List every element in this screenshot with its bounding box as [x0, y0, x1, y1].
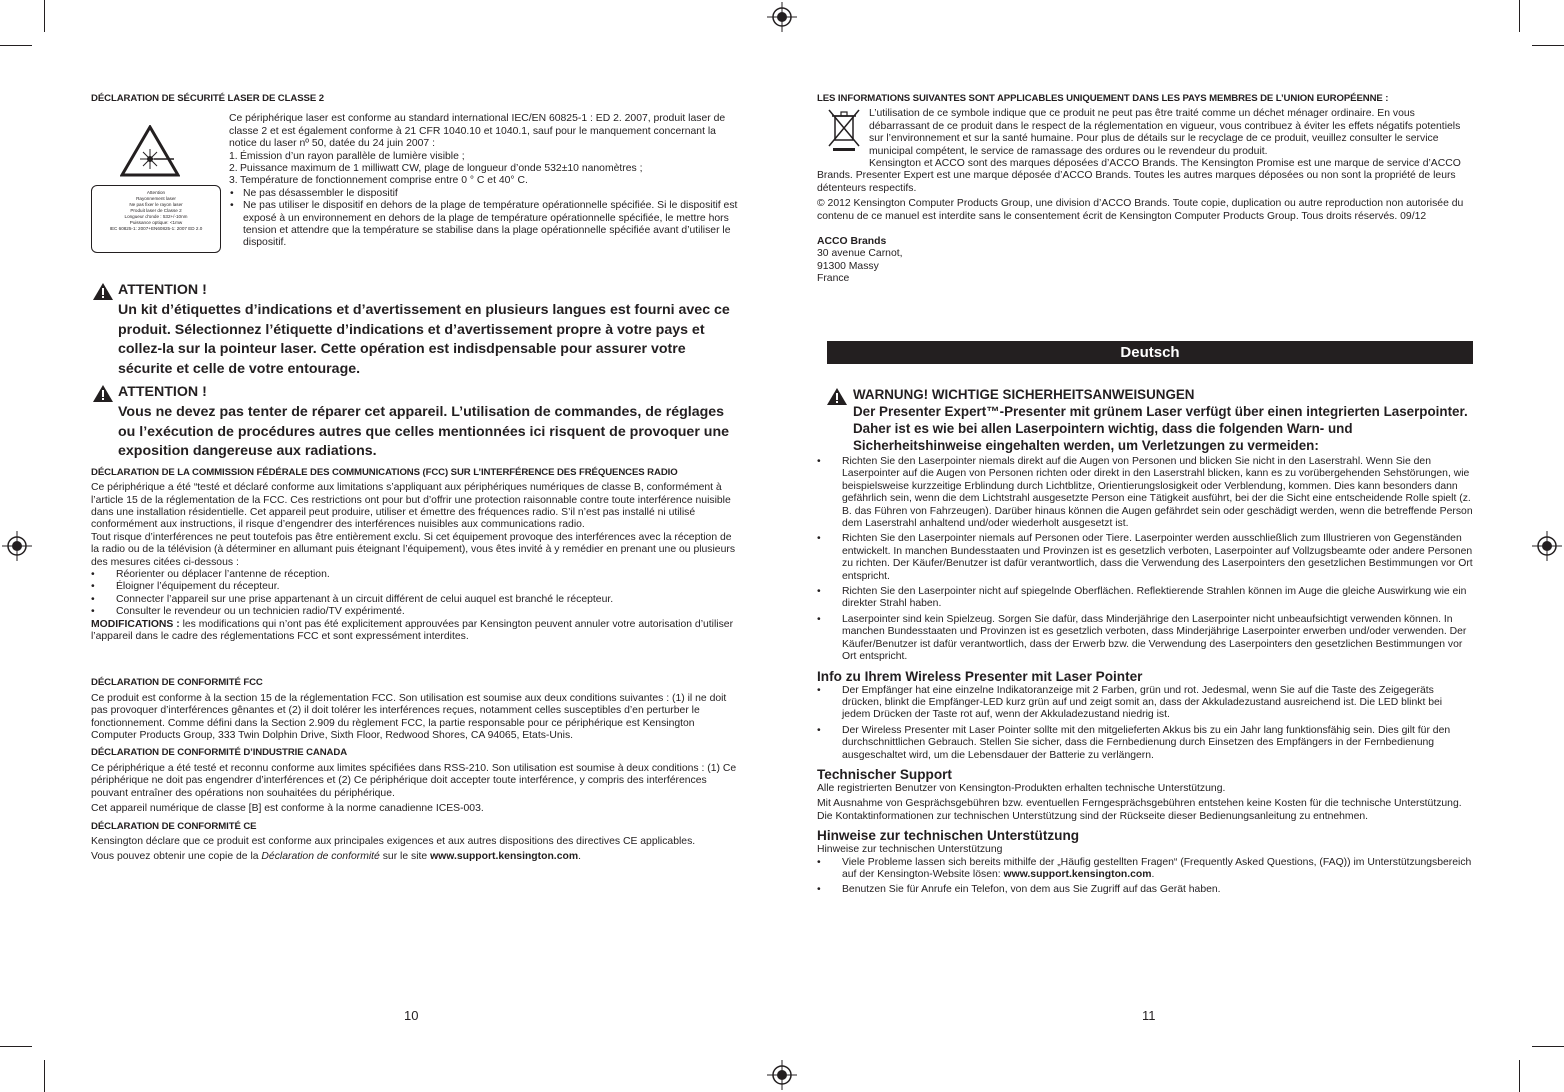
warning-icon	[93, 385, 113, 402]
list-item: • Ne pas désassembler le dispositif	[229, 188, 741, 200]
label-line: Puissance optique: <1mw	[129, 220, 183, 226]
list-item: • Richten Sie den Laserpointer niemals direkt auf die Augen von Personen und blicken Sie nicht in den Laserstrahl. Wenn Sie den Laserpointer auf die Augen von Personen richten oder direkt in den Laserstrahl blicken, kann es zu vorübergehenden Sehstörungen, wie beispielsweise kurzzeitige Erblindung durch Lichtblitze, Orientierungslosigkeit oder Verblendung, kommen. Dies kann besonders dann gefährlich sein, wenn die dem Lichtstrahl ausgesetzte Person eine Tätigkeit ausführt, bei der die Sicht eine entscheidende Rolle spielt (z. B. das Führen von Fahrzeugen). Darüber hinaus können die Augen gefährdet sein oder geschädigt werden, wenn die betreffende Person dem Laserstrahl anhaltend und/oder wiederholt ausgesetzt ist.	[817, 456, 1473, 530]
warning-text: Der Presenter Expert™-Presenter mit grünem Laser verfügt über einen integrierten Laserpointer. Daher ist es wie bei allen Laserpointern wichtig, dass die folgenden Warn- und Sicherheitshinweise eingehalten werden, um Verletzungen zu vermeiden:	[853, 404, 1468, 453]
hints-bullets	[817, 857, 1473, 897]
crop-mark	[44, 1060, 45, 1092]
laser-warning-icon	[120, 125, 180, 177]
list-item: • Laserpointer sind kein Spielzeug. Sorgen Sie dafür, dass Minderjährige den Laserpointer nicht unbeaufsichtigt verwenden können. In manchen Bundesstaaten und Provinzen ist es gesetzlich verboten, dass Minderjährige Laserpointer erwerben und/oder verwenden. Der Käufer/Benutzer ist dafür verantwortlich, dass der Erwerb bzw. die Verwendung des Laserpointers den gesetzlichen Bestimmungen vor Ort entspricht.	[817, 614, 1473, 664]
address-city: 91300 Massy	[817, 260, 879, 272]
list-item: • Benutzen Sie für Anrufe ein Telefon, von dem aus Sie Zugriff auf das Gerät haben.	[817, 884, 1473, 896]
eu-text: L’utilisation de ce symbole indique que ce produit ne peut pas être traité comme un déchet ménager ordinaire. En vous débarrassant de ce produit dans le respect de la réglementation en vigueur, vous contribuez à éviter les effets négatifs potentiels sur l’environnement et sur la santé humaine. Pour plus de détails sur le recyclage de ce produit, veuillez consulter le service municipal compétent, le service de ramassage des ordures ou le revendeur du produit.	[869, 108, 1461, 157]
support-paragraph: Die Kontaktinformationen zur technischen Unterstützung sind der Rückseite dieser Bedienungsanleitung zu entnehmen.	[817, 810, 1369, 822]
list-item: • Réorienter ou déplacer l’antenne de réception.	[91, 569, 741, 581]
info-heading: Info zu Ihrem Wireless Presenter mit Laser Pointer	[817, 668, 1143, 684]
trademark-text: Kensington et ACCO sont des marques déposées d’ACCO Brands. The Kensington Promise est une marque de service d’ACCO Brands. Presenter Expert est une marque déposée d’ACCO Brands. Toutes les autres marques déposées ou non sont la propriété de leurs détenteurs respectifs.	[817, 158, 1461, 194]
attention-title: ATTENTION !	[118, 384, 207, 401]
ce-copy-text: Vous pouvez obtenir une copie de la	[91, 851, 262, 863]
hint-text: Viele Probleme lassen sich bereits mithilfe der „Häufig gestellten Fragen“ (Frequently Asked Questions, (FAQ)) im Unterstützungsbereich auf der Kensington-Website lösen:	[842, 856, 1472, 880]
list-text: Émission d’un rayon parallèle de lumière visible ;	[240, 150, 465, 162]
info-bullets	[817, 685, 1473, 762]
attention-title: ATTENTION !	[118, 282, 207, 299]
right-page-top	[817, 93, 1473, 286]
attention-block-2	[91, 383, 741, 461]
list-number: 3.	[229, 175, 238, 187]
list-text: Température de fonctionnement comprise entre 0 ° C et 40° C.	[240, 175, 528, 187]
crop-mark	[1532, 1046, 1564, 1047]
list-item	[229, 151, 741, 163]
ce-text: Kensington déclare que ce produit est conforme aux principales exigences et aux autres dispositions des directives CE applicables.	[91, 835, 696, 847]
list-item: • Connecter l’appareil sur une prise appartenant à un circuit différent de celui auquel est branché le récepteur.	[91, 594, 741, 606]
language-banner: Deutsch	[827, 341, 1473, 364]
ic-heading: DÉCLARATION DE CONFORMITÉ D’INDUSTRIE CANADA	[91, 747, 348, 759]
list-item	[229, 175, 741, 187]
list-item: • Der Wireless Presenter mit Laser Pointer sollte mit den mitgelieferten Akkus bis zu ein Jahr lang funktionsfähig sein. Dies gilt für den durchschnittlichen Gebrauch. Stellen Sie sicher, dass die Fernbedienung durch Einsetzen des Empfängers in der Fernbedienung ausgeschaltet wird, um die Lebensdauer der Batterie zu verlängern.	[817, 725, 1473, 762]
ce-declaration-title: Déclaration de conformité	[261, 851, 380, 863]
list-item: • Consulter le revendeur ou un technicien radio/TV expérimenté.	[91, 606, 741, 618]
right-page-german	[817, 386, 1473, 897]
fcc-conformity-text: Ce produit est conforme à la section 15 de la réglementation FCC. Son utilisation est soumise aux deux conditions suivantes : (1) il ne doit pas provoquer d’interférences gênantes et (2) il doit tolérer les interférences reçues, notamment celles susceptibles d’en perturber le fonctionnement. Comme défini dans la Section 2.909 du règlement FCC, la partie responsable pour ce périphérique est Kensington Computer Products Group, 333 Twin Dolphin Drive, Sixth Floor, Redwood Shores, CA 94065, Etats-Unis.	[91, 692, 727, 742]
list-number: 1.	[229, 150, 238, 162]
support-paragraph: Mit Ausnahme von Gesprächsgebühren bzw. eventuellen Ferngesprächsgebühren entstehen keine Kosten für die technische Unterstützung.	[817, 798, 1462, 810]
warning-icon	[93, 283, 113, 300]
registration-mark-icon	[1532, 531, 1562, 561]
page-number-right: 11	[1142, 1008, 1156, 1023]
laser-safety-heading: DÉCLARATION DE SÉCURITÉ LASER DE CLASSE 2	[91, 93, 324, 104]
modifications-paragraph	[91, 619, 741, 644]
support-website-link[interactable]: www.support.kensington.com	[1003, 868, 1152, 880]
fcc-bullets	[91, 569, 741, 619]
modifications-text: les modifications qui n’ont pas été explicitement approuvées par Kensington peuvent annuler votre autorisation d’utiliser l’appareil dans le cadre des réglementations FCC et sont expressément interdites.	[91, 618, 734, 643]
hints-subheading: Hinweise zur technischen Unterstützung	[817, 844, 1003, 856]
list-text: Puissance maximum de 1 milliwatt CW, plage de longueur d’onde 532±10 nanomètres ;	[240, 163, 643, 175]
laser-bullets	[229, 188, 741, 250]
list-item	[817, 857, 1473, 882]
attention-text: Vous ne devez pas tenter de réparer cet appareil. L’utilisation de commandes, de réglages ou l’exécution de procédures autres que celles mentionnées ici risquent de provoquer une exposition dangereuse aux radiations.	[118, 403, 730, 460]
laser-safety-text	[229, 113, 741, 249]
ce-copy-text: sur le site	[379, 851, 431, 863]
registration-mark-icon	[767, 2, 797, 32]
laser-safety-block	[91, 113, 741, 281]
list-item: • Richten Sie den Laserpointer nicht auf spiegelnde Oberflächen. Reflektierende Strahlen können im Auge die gleiche Auswirkung wie ein direkter Strahl haben.	[817, 586, 1473, 611]
ce-heading: DÉCLARATION DE CONFORMITÉ CE	[91, 820, 257, 832]
list-item	[229, 163, 741, 175]
address-street: 30 avenue Carnot,	[817, 248, 903, 260]
support-heading: Technischer Support	[817, 766, 952, 782]
list-item: • Éloigner l’équipement du récepteur.	[91, 581, 741, 593]
crop-mark	[44, 0, 45, 32]
ce-copy-paragraph	[91, 851, 741, 863]
warning-bullets	[817, 456, 1473, 664]
address-country: France	[817, 273, 850, 285]
crop-mark	[1532, 45, 1564, 46]
hints-heading: Hinweise zur technischen Unterstützung	[817, 828, 1080, 844]
company-name: ACCO Brands	[817, 236, 887, 248]
crop-mark	[0, 45, 32, 46]
support-website-link[interactable]: www.support.kensington.com	[430, 851, 579, 863]
registration-mark-icon	[767, 1060, 797, 1090]
crop-mark	[1519, 0, 1520, 32]
attention-block-1	[91, 281, 741, 379]
registration-mark-icon	[2, 531, 32, 561]
ic-text: Ce périphérique a été testé et reconnu conforme aux limites spécifiées dans RSS-210. Son utilisation est soumise à deux conditions : (1) Ce périphérique ne doit pas engendrer d’interférences et (2) Ce périphérique doit accepter toute interférence, y compris des interférences pouvant entraîner des opérations non souhaitées du périphérique.	[91, 762, 737, 799]
copyright-text: © 2012 Kensington Computer Products Group, une division d’ACCO Brands. Toute copie, duplication ou autre reproduction non autorisée du contenu de ce manuel est interdite sans le consentement écrit de Kensington Computer Products Group. Tous droits réservés. 09/12	[817, 198, 1464, 222]
label-line: Ne pas fixer le rayon laser	[129, 202, 183, 208]
warning-icon	[827, 388, 847, 405]
fcc-paragraph: Ce périphérique a été “testé et déclaré conforme aux limitations s’appliquant aux périphériques numériques de classe B, conformément à l’article 15 de la réglementation de la FCC. Ces restrictions ont pour but d’offrir une protection raisonnable contre toute interférence nuisible dans une installation résidentielle. Cet appareil peut produire, utiliser et émettre des fréquences radio. S’il n’est pas installé ni utilisé conformément aux instructions, il risque d’engendrer des interférences nuisibles aux communications radio.	[91, 482, 731, 531]
warning-title: WARNUNG! WICHTIGE SICHERHEITSANWEISUNGEN	[853, 387, 1195, 402]
warning-block	[817, 386, 1473, 454]
eu-heading: LES INFORMATIONS SUIVANTES SONT APPLICABLES UNIQUEMENT DANS LES PAYS MEMBRES DE L’UNION EUROPÉENNE :	[817, 93, 1389, 104]
modifications-label: MODIFICATIONS :	[91, 618, 180, 630]
laser-class-label	[91, 185, 221, 253]
laser-intro: Ce périphérique laser est conforme au standard international IEC/EN 60825-1 : ED 2. 2007, produit laser de classe 2 et est également conforme à 21 CFR 1040.10 et 1040.1, sauf pour le manquement concernant la notice du laser nº 50, datée du 24 juin 2007 :	[229, 113, 726, 150]
fcc-heading: DÉCLARATION DE LA COMMISSION FÉDÉRALE DES COMMUNICATIONS (FCC) SUR L’INTERFÉRENCE DES FRÉQUENCES RADIO	[91, 466, 678, 478]
hint-text: .	[1151, 868, 1155, 880]
label-line: Rayonnement laser	[136, 196, 176, 202]
crop-mark	[1519, 1060, 1520, 1092]
fcc-paragraph: Tout risque d’interférences ne peut toutefois pas être entièrement exclu. Si cet équipement provoque des interférences avec la réception de la radio ou de la télévision (à déterminer en allumant puis éteignant l’équipement), vous êtes invité à y remédier en prenant une ou plusieurs des mesures citées ci-dessous :	[91, 531, 736, 568]
label-line: Attention	[146, 190, 166, 196]
label-line: Produit laser de Classe 2	[130, 208, 182, 214]
ce-copy-text: .	[578, 851, 581, 863]
crop-mark	[0, 1046, 32, 1047]
list-item: • Ne pas utiliser le dispositif en dehors de la plage de température opérationnelle spécifiée. Si le dispositif est exposé à un environnement en dehors de la plage de température opérationnelle spécifiée, le mettre hors tension et attendre que la température se stabilise dans la plage opérationnelle spécifiée avant d’utiliser le dispositif.	[229, 200, 741, 250]
weee-block	[817, 108, 1473, 158]
list-item: • Richten Sie den Laserpointer niemals auf Personen oder Tiere. Laserpointer werden ausschließlich zum Illustrieren von Gegenständen entwickelt. In manchen Bundesstaaten und Provinzen ist es gesetzlich verboten, Laserpointer auf Vollzugsbeamte oder andere Personen zu richten. Der Käufer/Benutzer ist dafür verantwortlich, dass die Verwendung des Laserpointers den gesetzlichen Bestimmungen vor Ort entspricht.	[817, 533, 1473, 583]
weee-bin-icon	[827, 108, 861, 152]
support-paragraph: Alle registrierten Benutzer von Kensington-Produkten erhalten technische Unterstützung.	[817, 782, 1226, 794]
ic-text-2: Cet appareil numérique de classe [B] est conforme à la norme canadienne ICES-003.	[91, 803, 484, 815]
list-number: 2.	[229, 163, 238, 175]
list-item: • Der Empfänger hat eine einzelne Indikatoranzeige mit 2 Farben, grün und rot. Jedesmal, wenn Sie auf die Taste des Zeigegeräts drücken, blinkt die Empfänger-LED kurz grün auf und zeigt somit an, dass der Akkuladezustand ausreichend ist. Die LED blinkt bei jedem Drücken der Taste rot auf, wenn der Akkuladezustand niedrig ist.	[817, 685, 1473, 722]
address-block	[817, 236, 1473, 286]
label-line: Longueur d’onde : 532+/-10nm	[124, 214, 188, 220]
label-line: IEC 60825-1: 2007+EN60825-1: 2007 ED 2.0	[109, 226, 203, 232]
left-page	[91, 93, 741, 864]
fcc-conformity-heading: DÉCLARATION DE CONFORMITÉ FCC	[91, 677, 263, 689]
page-number-left: 10	[404, 1008, 419, 1023]
attention-text: Un kit d’étiquettes d’indications et d’avertissement en plusieurs langues est fourni avec ce produit. Sélectionnez l’étiquette d’indications et d’avertissement propre à votre pays et collez-la sur la pointeur laser. Cette opération est indisdpensable pour assurer votre sécurite et celle de votre entourage.	[118, 302, 730, 377]
